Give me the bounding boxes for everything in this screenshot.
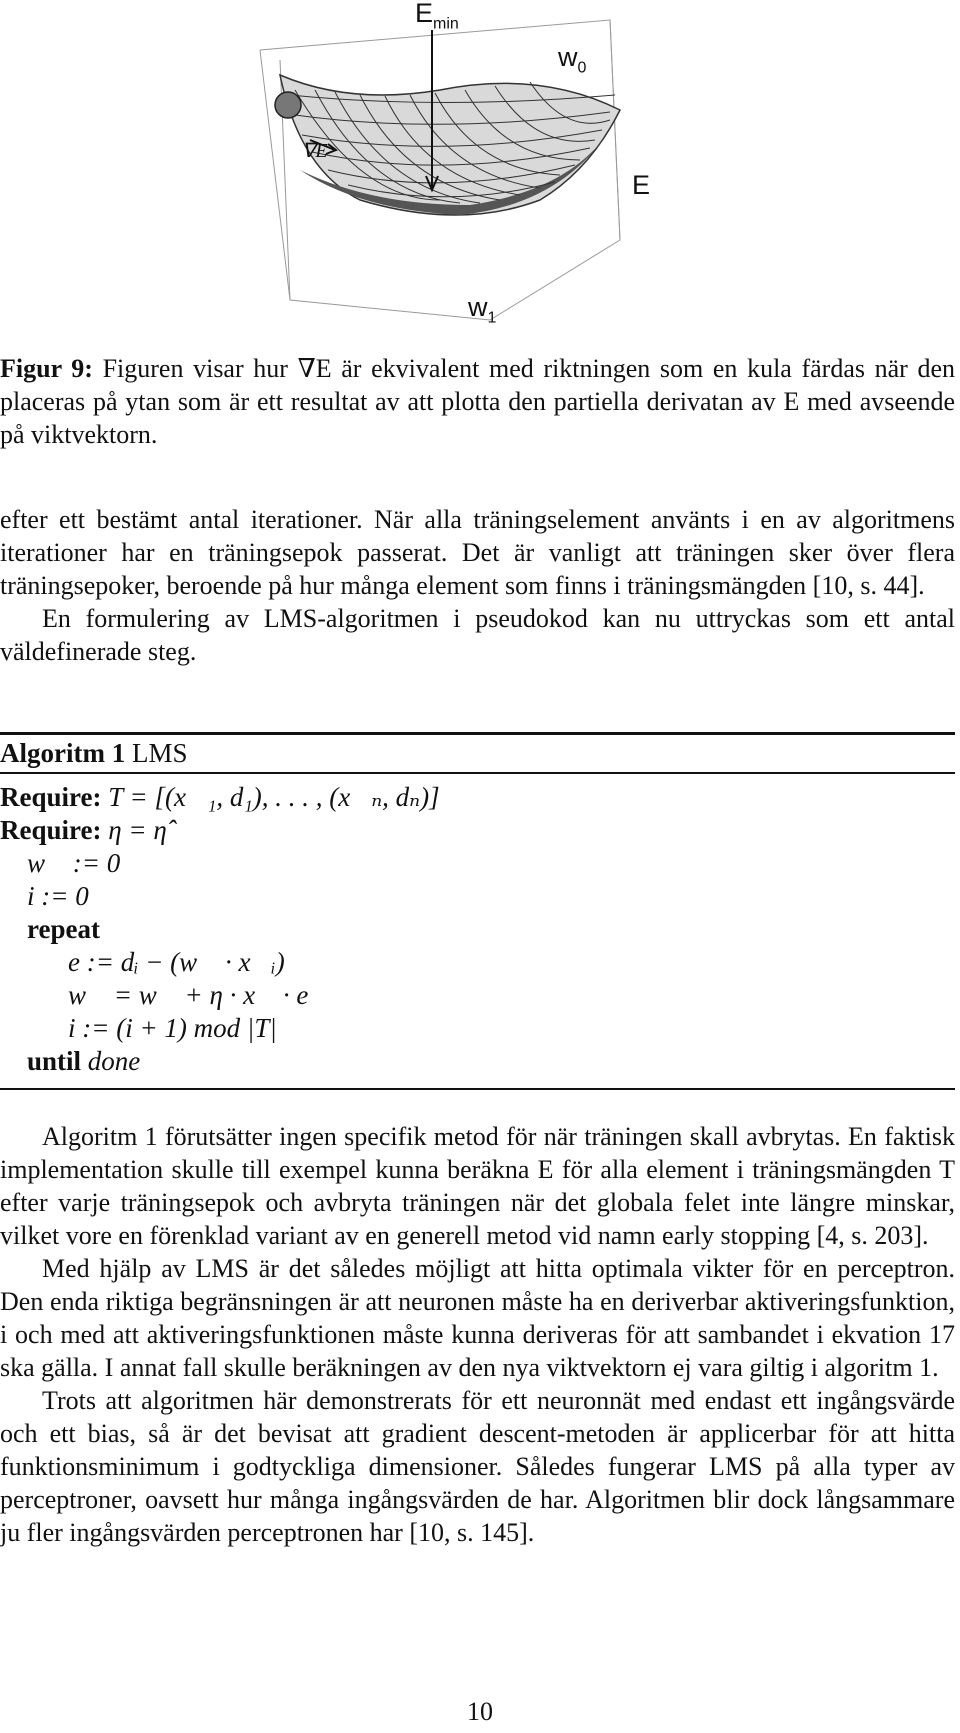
error-surface-figure xyxy=(240,0,760,330)
emin-label: $E_{min}$ xyxy=(415,0,459,33)
algorithm-init-i: i := 0 xyxy=(27,881,89,911)
paragraph-3: Algoritm 1 förutsätter ingen specifik metod för när träningen skall avbrytas. En faktisk implementation skulle till exempel kunna beräkna E för alla element i träningsmängden T efter varje träningsepok och avbryta träningen när det globala felet inte längre minskar, vilket vore en förenklad variant av en generell metod vid namn early stopping [4, s. 203]. xyxy=(0,1122,955,1250)
algorithm-update-line: w⃗ = w⃗ + η · x⃗ · e xyxy=(68,980,309,1010)
w0-label: $w_0$ xyxy=(558,42,587,77)
algorithm-increment-line: i := (i + 1) mod |T| xyxy=(68,1013,277,1043)
algorithm-bottom-rule xyxy=(0,1088,955,1090)
algorithm-require-1: Require: T = [(x⃗₁, d₁), . . . , (x⃗ₙ, dₙ)] xyxy=(0,782,440,812)
e-axis-label: E xyxy=(632,170,651,200)
ball xyxy=(275,92,301,118)
page-number: 10 xyxy=(467,1697,493,1726)
caption-text: Figuren visar hur ∇E är ekvivalent med riktningen som en kula färdas när den placeras på ytan som är ett resultat av att plotta den partiella derivatan av E med avseende på viktvektorn. xyxy=(0,354,955,449)
w1-label: $w_1$ xyxy=(468,292,497,327)
body-text-top xyxy=(0,503,955,668)
gradient-label: ∇E xyxy=(302,140,328,162)
body-text-bottom xyxy=(0,1120,955,1549)
algorithm-init-w: w⃗ := 0⃗ xyxy=(27,848,142,878)
algorithm-until: until done xyxy=(27,1046,141,1076)
paragraph-1: efter ett bestämt antal iterationer. När alla träningselement använts i en av algoritmens iterationer har en träningsepok passerat. Det är vanligt att träningen sker över flera träningsepoker, beroende på hur många element som finns i träningsmängden [10, s. 44]. xyxy=(0,505,955,600)
paragraph-5: Trots att algoritmen här demonstrerats för ett neuronnät med endast ett ingångsvärde och ett bias, så är det bevisat att gradient descent-metoden är applicerbar för att hitta funktionsminimum i godtyckliga dimensioner. Således fungerar LMS på alla typer av perceptroner, oavsett hur många ingångsvärden de har. Algoritmen blir dock långsammare ju fler ingångsvärden perceptronen har [10, s. 145]. xyxy=(0,1386,955,1547)
caption-label: Figur 9: xyxy=(0,354,93,383)
paragraph-2: En formulering av LMS-algoritmen i pseudokod kan nu uttryckas som ett antal väldefinerade steg. xyxy=(0,604,955,666)
figure-caption xyxy=(0,352,955,451)
algorithm-require-2: Require: η = η̂ xyxy=(0,815,167,845)
paragraph-4: Med hjälp av LMS är det således möjligt att hitta optimala vikter för en perceptron. Den enda riktiga begränsningen är att neuronen måste ha en deriverbar aktiveringsfunktion, i och med att aktiveringsfunktionen måste kunna deriveras för att sambandet i ekvation 17 ska gälla. I annat fall skulle beräkningen av den nya viktvektorn ej vara giltig i algoritm 1. xyxy=(0,1254,955,1382)
algorithm-top-rule xyxy=(0,732,955,735)
algorithm-repeat: repeat xyxy=(27,914,100,944)
algorithm-title: Algoritm 1 LMS xyxy=(0,738,188,768)
algorithm-mid-rule xyxy=(0,772,955,774)
error-surface-plot xyxy=(240,0,760,330)
algorithm-error-line: e := dᵢ − (w⃗ · x⃗ᵢ) xyxy=(68,947,285,977)
